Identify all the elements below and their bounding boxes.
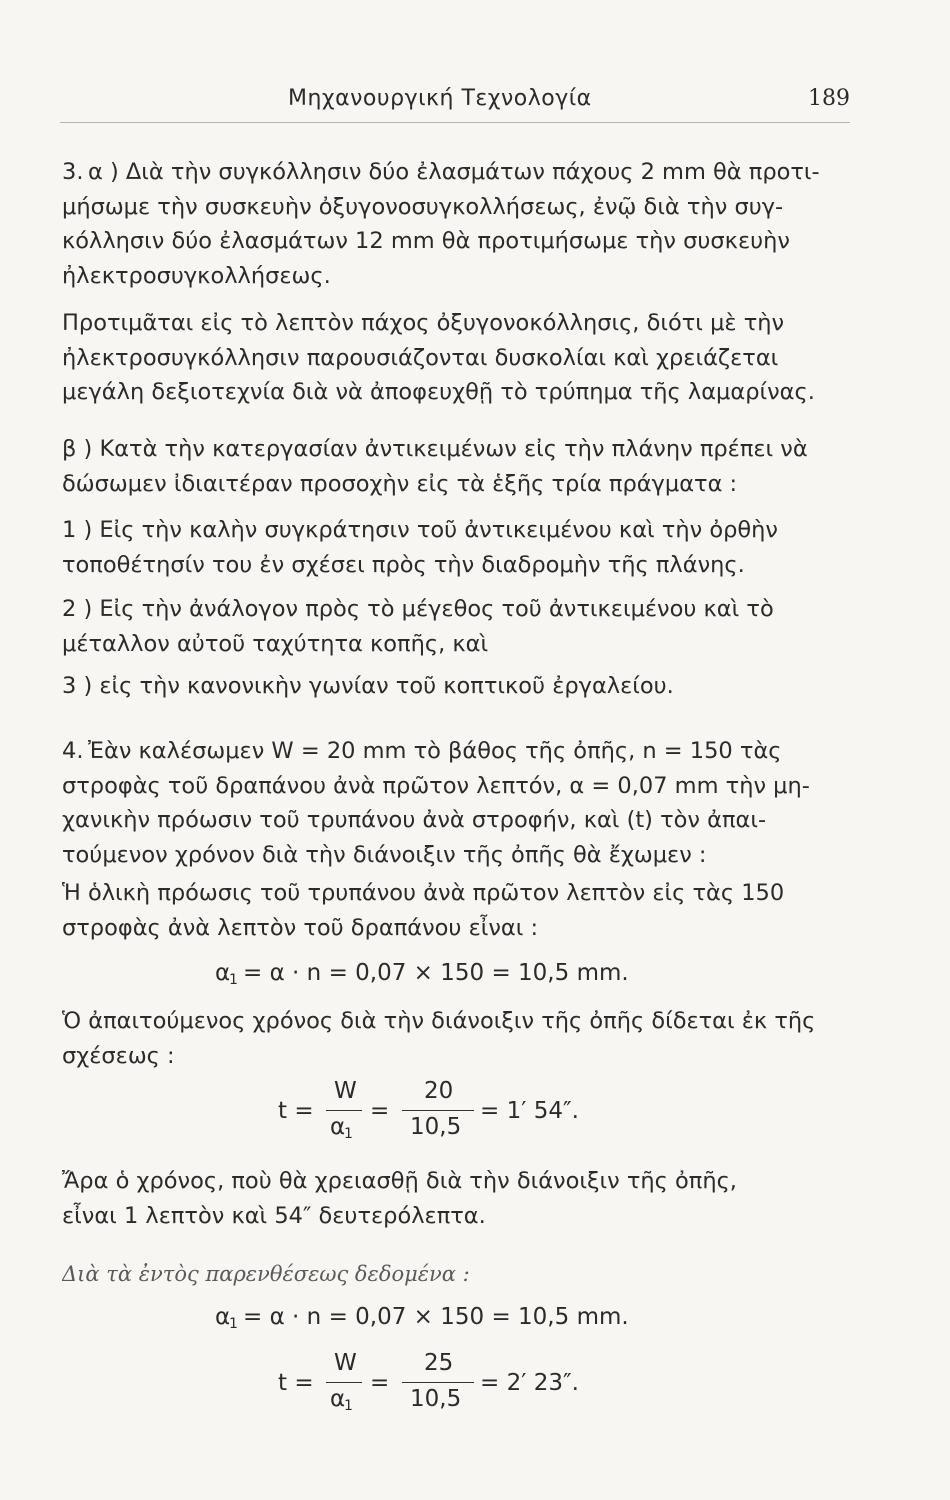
fraction-bar <box>402 1382 474 1383</box>
section-3-reason <box>62 306 852 410</box>
formula-lhs: α <box>215 1304 231 1330</box>
formula-t: t = <box>278 1370 314 1396</box>
text-line: δώσωμεν ἰδιαιτέραν προσοχὴν εἰς τὰ ἑξῆς τρία πράγματα : <box>62 470 738 497</box>
section-number-4: 4. <box>62 738 84 764</box>
section-3-item-2 <box>62 592 852 661</box>
fraction-denominator: 10,5 <box>410 1386 462 1412</box>
text-line: Προτιμᾶται εἰς τὸ λεπτὸν πάχος ὀξυγονοκόλλησις, διότι μὲ τὴν <box>62 310 785 336</box>
section-3-b <box>62 432 852 501</box>
formula-feed <box>215 960 675 994</box>
text-line: α ) Διὰ τὴν συγκόλλησιν δύο ἐλασμάτων πάχους 2 mm θὰ προτι- <box>88 159 820 185</box>
formula-time-1 <box>278 1078 618 1148</box>
text-line: 2 ) Εἰς τὴν ἀνάλογον πρὸς τὸ μέγεθος τοῦ ἀντικειμένου καὶ τὸ <box>62 596 774 622</box>
formula-result: = 2′ 23″. <box>480 1370 579 1396</box>
text-line: μέταλλον αὐτοῦ ταχύτητα κοπῆς, καὶ <box>62 630 489 657</box>
fraction-bar <box>402 1110 474 1111</box>
text-line: στροφὰς ἀνὰ λεπτὸν τοῦ δραπάνου εἶναι : <box>62 914 539 941</box>
formula-time-2 <box>278 1350 618 1420</box>
text-line: μήσωμε τὴν συσκευὴν ὀξυγονοσυγκολλήσεως, ἐνῷ διὰ τὴν συγ- <box>62 193 784 220</box>
fraction-denominator: 10,5 <box>410 1114 462 1140</box>
running-title: Μηχανουργική Τεχνολογία <box>288 86 592 111</box>
fraction-numerator: 20 <box>424 1078 454 1104</box>
text-line: β ) Κατὰ τὴν κατεργασίαν ἀντικειμένων εἰς τὴν πλάνην πρέπει νὰ <box>62 436 808 462</box>
fraction-bar <box>326 1110 362 1111</box>
fraction-bar <box>326 1382 362 1383</box>
text-line: ἠλεκτροσυγκόλλησιν παρουσιάζονται δυσκολίαι καὶ χρειάζεται <box>62 344 779 371</box>
text-line: χανικὴν πρόωσιν τοῦ τρυπάνου ἀνὰ στροφήν, καὶ (t) τὸν ἀπαι- <box>62 807 767 833</box>
formula-subscript: 1 <box>229 1316 238 1332</box>
formula-subscript: 1 <box>229 972 238 988</box>
formula-rhs: = α · n = 0,07 × 150 = 10,5 mm. <box>243 960 629 986</box>
formula-equals: = <box>370 1370 390 1396</box>
text-line: στροφὰς τοῦ δραπάνου ἀνὰ πρῶτον λεπτόν, α = 0,07 mm τὴν μη- <box>62 772 810 799</box>
fraction-numerator: 25 <box>424 1350 454 1376</box>
header-rule <box>60 122 850 123</box>
text-line: σχέσεως : <box>62 1042 175 1069</box>
section-3-item-3 <box>62 669 852 704</box>
fraction-denominator: α <box>330 1114 346 1140</box>
text-line: 1 ) Εἰς τὴν καλὴν συγκράτησιν τοῦ ἀντικειμένου καὶ τὴν ὀρθὴν <box>62 517 778 543</box>
formula-subscript: 1 <box>344 1126 353 1142</box>
section-4-intro <box>62 734 852 872</box>
text-line: Ἐὰν καλέσωμεν W = 20 mm τὸ βάθος τῆς ὀπῆς, n = 150 τὰς <box>88 738 782 764</box>
formula-feed-2 <box>215 1304 675 1338</box>
text-line: ἠλεκτροσυγκολλήσεως. <box>62 262 331 289</box>
formula-equals: = <box>370 1098 390 1124</box>
section-number-3: 3. <box>62 159 84 185</box>
text-line: Διὰ τὰ ἐντὸς παρενθέσεως δεδομένα : <box>62 1262 470 1286</box>
formula-result: = 1′ 54″. <box>480 1098 579 1124</box>
text-line: εἶναι 1 λεπτὸν καὶ 54″ δευτερόλεπτα. <box>62 1202 486 1229</box>
formula-t: t = <box>278 1098 314 1124</box>
formula-subscript: 1 <box>344 1398 353 1414</box>
text-line: τούμενον χρόνον διὰ τὴν διάνοιξιν τῆς ὀπῆς θὰ ἔχωμεν : <box>62 841 707 868</box>
paren-heading <box>62 1257 852 1292</box>
section-4-feed <box>62 876 852 945</box>
section-3-item-1 <box>62 513 852 582</box>
page-header <box>60 86 850 120</box>
formula-rhs: = α · n = 0,07 × 150 = 10,5 mm. <box>243 1304 629 1330</box>
section-4-result <box>62 1164 852 1233</box>
fraction-numerator: W <box>334 1078 357 1104</box>
formula-lhs: α <box>215 960 231 986</box>
text-line: Ὁ ἀπαιτούμενος χρόνος διὰ τὴν διάνοιξιν τῆς ὀπῆς δίδεται ἐκ τῆς <box>62 1008 816 1034</box>
text-line: κόλλησιν δύο ἐλασμάτων 12 mm θὰ προτιμήσωμε τὴν συσκευὴν <box>62 228 790 254</box>
fraction-numerator: W <box>334 1350 357 1376</box>
text-line: τοποθέτησίν του ἐν σχέσει πρὸς τὴν διαδρομὴν τῆς πλάνης. <box>62 551 745 578</box>
page-number: 189 <box>808 86 850 111</box>
text-line: Ἡ ὁλικὴ πρόωσις τοῦ τρυπάνου ἀνὰ πρῶτον λεπτὸν εἰς τὰς 150 <box>62 880 785 906</box>
text-line: μεγάλη δεξιοτεχνία διὰ νὰ ἀποφευχθῇ τὸ τρύπημα τῆς λαμαρίνας. <box>62 379 815 405</box>
text-line: Ἄρα ὁ χρόνος, ποὺ θὰ χρειασθῇ διὰ τὴν διάνοιξιν τῆς ὀπῆς, <box>62 1168 737 1194</box>
fraction-denominator: α <box>330 1386 346 1412</box>
section-3-a <box>62 155 852 293</box>
section-4-time <box>62 1004 852 1073</box>
text-line: 3 ) εἰς τὴν κανονικὴν γωνίαν τοῦ κοπτικοῦ ἐργαλείου. <box>62 673 674 699</box>
